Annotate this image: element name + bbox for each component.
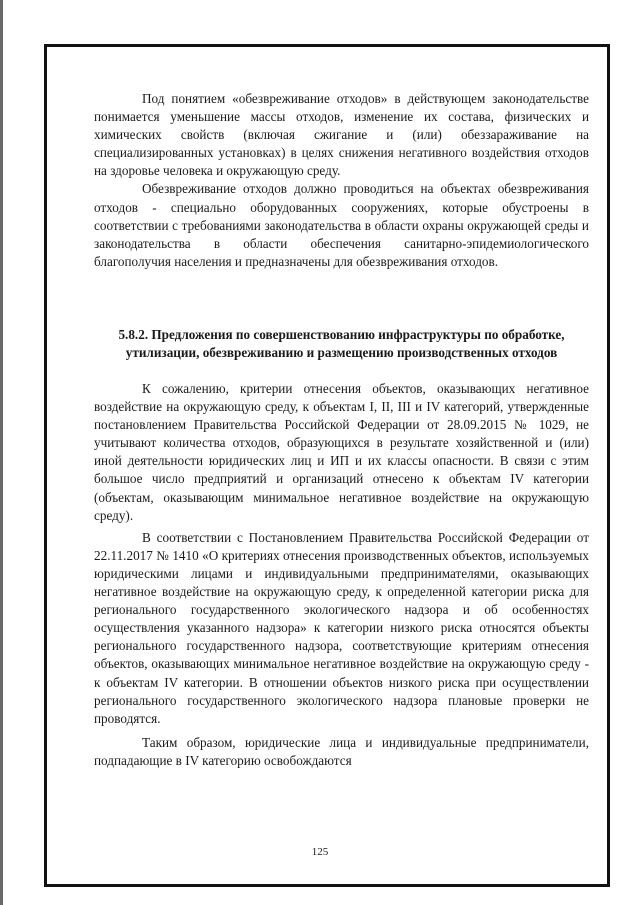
paragraph: Таким образом, юридические лица и индивидуальные предприниматели, подпадающие в IV категорию освобождаются: [94, 734, 589, 768]
page-number: 125: [311, 846, 329, 858]
paragraph: Под понятием «обезвреживание отходов» в действующем законодательстве понимается уменьшение массы отходов, изменение их состава, физических и химических свойств (включая сжигание и (или) обеззараживание на специализированных установках) в целях снижения негативного воздействия отходов на здоровье человека и окружающую среду.: [94, 91, 589, 179]
paragraph: Обезвреживание отходов должно проводиться на объектах обезвреживания отходов - специально оборудованных сооружениях, которые обустроены в соответствии с требованиями законодательства в области охраны окружающей среды и законодательства в области обеспечения санитарно-эпидемиологического благополучия населения и предназначены для обезвреживания отходов.: [94, 181, 589, 269]
intro-text: [94, 90, 589, 271]
section-text: [94, 380, 589, 770]
scan-edge: [0, 0, 3, 905]
paragraph: К сожалению, критерии отнесения объектов, оказывающих негативное воздействие на окружающую среду, к объектам I, II, III и IV категорий, утвержденные постановлением Правительства Российской Федерации от 28.09.2015 № 1029, не учитывают количества отходов, образующихся в результате хозяйственной и (или) иной деятельности юридических лиц и ИП и их классы опасности. В связи с этим большое число предприятий и организаций отнесено к объектам IV категории (объектам, оказывающим минимальное негативное воздействие на окружающую среду).: [94, 381, 589, 523]
paragraph: В соответствии с Постановлением Правительства Российской Федерации от 22.11.2017 № 1410 «О критериях отнесения производственных объектов, используемых юридическими лицами и индивидуальными предпринимателями, оказывающих негативное воздействие на окружающую среду, к определенной категории риска для регионального государственного экологического надзора и об особенностях осуществления указанного надзора» к категории низкого риска относятся объекты регионального государственного надзора, соответствующие критериям отнесения объектов, оказывающих минимальное негативное воздействие на окружающую среду - к объектам IV категории. В отношении объектов низкого риска при осуществлении регионального государственного экологического надзора плановые проверки не проводятся.: [94, 529, 589, 726]
section-heading: 5.8.2. Предложения по совершенствованию инфраструктуры по обработке, утилизации, обезвреживанию и размещению производственных отходов: [118, 327, 565, 361]
